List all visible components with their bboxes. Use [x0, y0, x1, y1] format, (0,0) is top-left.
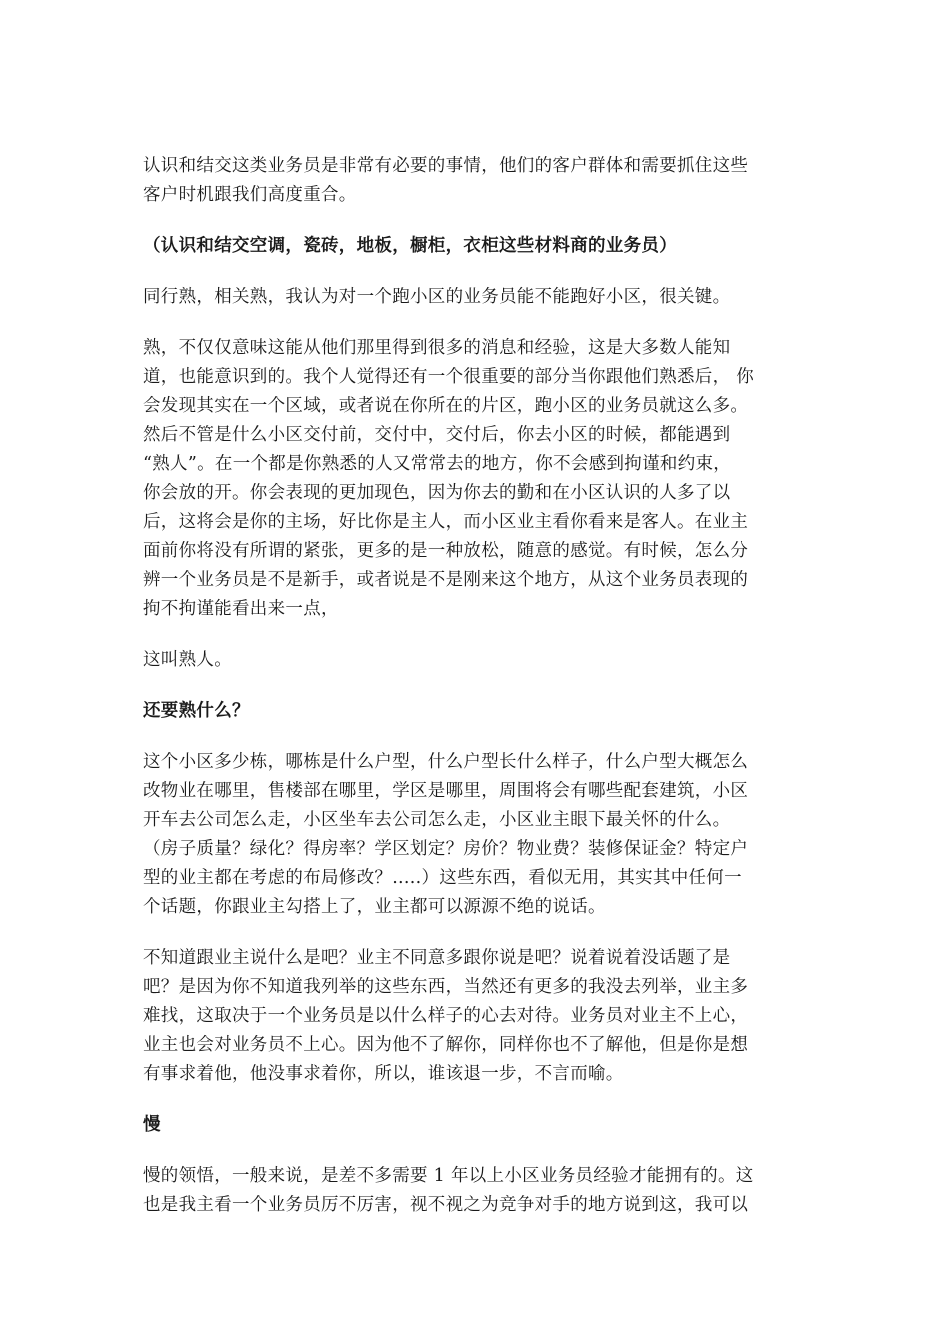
- paragraph-community-knowledge: 这个小区多少栋，哪栋是什么户型，什么户型长什么样子，什么户型大概怎么 改物业在哪里，售楼部在哪里，学区是哪里，周围将会有哪些配套建筑，小区 开车去公司怎么走，小区坐车去公司怎么走，小区业主眼下最关怀的什么。 （房子质量？绿化？得房率？学区划定？房价？物业费？装修保证金？特定户 型的业主都在考虑的布局修改？.....）这些东西，看似无用，其实其中任何一 个话题，你跟业主勾搭上了，业主都可以源源不绝的说话。: [143, 752, 749, 917]
- paragraph-acquaintances: 这叫熟人。: [143, 650, 232, 670]
- section-heading-what-else: 还要熟什么？: [143, 701, 250, 721]
- paragraph-intro: 认识和结交这类业务员是非常有必要的事情，他们的客户群体和需要抓住这些 客户时机跟我们高度重合。: [143, 156, 749, 205]
- section-heading-material-suppliers: （认识和结交空调，瓷砖，地板，橱柜，衣柜这些材料商的业务员）: [143, 236, 677, 256]
- paragraph-familiarity: 同行熟，相关熟，我认为对一个跑小区的业务员能不能跑好小区，很关键。: [143, 287, 731, 307]
- section-heading-slow: 慢: [143, 1115, 161, 1135]
- document-body: [143, 152, 805, 1242]
- paragraph-slow: 慢的领悟，一般来说，是差不多需要 1 年以上小区业务员经验才能拥有的。这 也是我主看一个业务员厉不厉害，视不视之为竞争对手的地方说到这，我可以: [143, 1166, 754, 1215]
- paragraph-talking-to-owners: 不知道跟业主说什么是吧？业主不同意多跟你说是吧？说着说着没话题了是 吧？是因为你不知道我列举的这些东西，当然还有更多的我没去列举，业主多 难找，这取决于一个业务员是以什么样子的心去对待。业务员对业主不上心， 业主也会对业务员不上心。因为他不了解你，同样你也不了解他，但是你是想 有事求着他，他没事求着你，所以，谁该退一步，不言而喻。: [143, 948, 749, 1084]
- paragraph-familiar-people: 熟，不仅仅意味这能从他们那里得到很多的消息和经验，这是大多数人能知 道，也能意识到的。我个人觉得还有一个很重要的部分当你跟他们熟悉后， 你 会发现其实在一个区域，或者说在你所在的片区，跑小区的业务员就这么多。 然后不管是什么小区交付前，交付中，交付后，你去小区的时候，都能遇到 “熟人”。在一个都是你熟悉的人又常常去的地方，你不会感到拘谨和约束， 你会放的开。你会表现的更加现色，因为你去的勤和在小区认识的人多了以 后，这将会是你的主场，好比你是主人，而小区业主看你看来是客人。在业主 面前你将没有所谓的紧张，更多的是一种放松，随意的感觉。有时候，怎么分 辨一个业务员是不是新手，或者说是不是刚来这个地方，从这个业务员表现的 拘不拘谨能看出来一点，: [143, 338, 755, 619]
